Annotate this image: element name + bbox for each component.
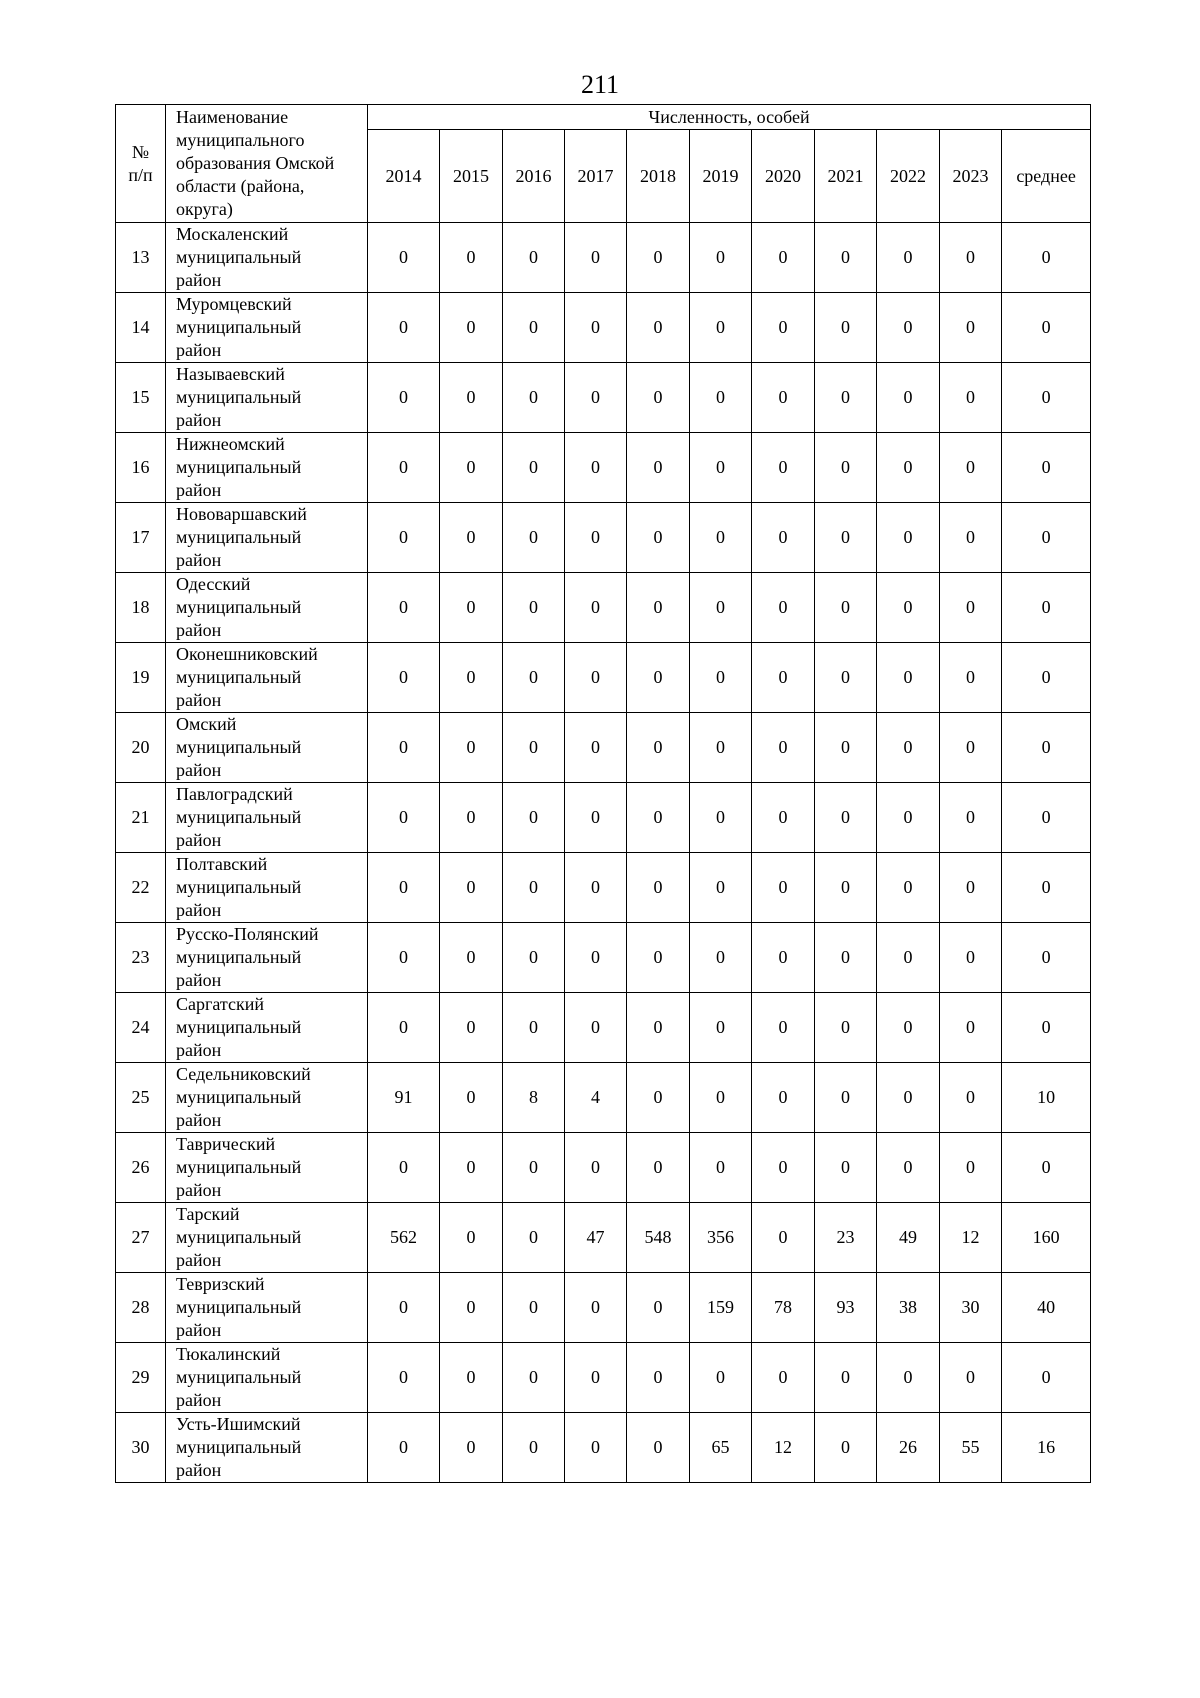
value-cell: 23 (815, 1203, 877, 1273)
value-cell: 0 (1002, 1343, 1091, 1413)
row-number: 26 (116, 1133, 166, 1203)
value-cell: 30 (940, 1273, 1002, 1343)
district-name: Одесский муниципальный район (166, 573, 368, 643)
district-name: Называевский муниципальный район (166, 363, 368, 433)
value-cell: 16 (1002, 1413, 1091, 1483)
value-cell: 0 (815, 1133, 877, 1203)
value-cell: 0 (368, 573, 440, 643)
value-cell: 0 (877, 993, 940, 1063)
value-cell: 0 (627, 1133, 690, 1203)
value-cell: 0 (368, 713, 440, 783)
value-cell: 0 (940, 993, 1002, 1063)
value-cell: 65 (690, 1413, 752, 1483)
value-cell: 0 (877, 573, 940, 643)
header-col-2014: 2014 (368, 130, 440, 223)
value-cell: 0 (503, 643, 565, 713)
value-cell: 0 (565, 783, 627, 853)
district-name: Павлоградский муниципальный район (166, 783, 368, 853)
value-cell: 0 (440, 1273, 503, 1343)
value-cell: 0 (877, 1063, 940, 1133)
value-cell: 0 (1002, 1133, 1091, 1203)
value-cell: 47 (565, 1203, 627, 1273)
table-row (116, 433, 1091, 503)
value-cell: 0 (368, 1413, 440, 1483)
value-cell: 0 (815, 223, 877, 293)
district-name: Тюкалинский муниципальный район (166, 1343, 368, 1413)
value-cell: 93 (815, 1273, 877, 1343)
row-number: 28 (116, 1273, 166, 1343)
value-cell: 0 (752, 853, 815, 923)
value-cell: 4 (565, 1063, 627, 1133)
value-cell: 0 (503, 1413, 565, 1483)
value-cell: 0 (877, 1133, 940, 1203)
header-col-2015: 2015 (440, 130, 503, 223)
row-number: 14 (116, 293, 166, 363)
table-row (116, 293, 1091, 363)
value-cell: 0 (565, 293, 627, 363)
value-cell: 0 (440, 783, 503, 853)
value-cell: 0 (565, 503, 627, 573)
value-cell: 0 (940, 293, 1002, 363)
value-cell: 0 (440, 1203, 503, 1273)
value-cell: 0 (752, 223, 815, 293)
value-cell: 0 (440, 643, 503, 713)
value-cell: 0 (815, 993, 877, 1063)
table-row (116, 713, 1091, 783)
value-cell: 0 (565, 713, 627, 783)
value-cell: 0 (752, 713, 815, 783)
value-cell: 0 (815, 1413, 877, 1483)
row-number: 30 (116, 1413, 166, 1483)
value-cell: 0 (1002, 923, 1091, 993)
district-name: Оконешниковский муниципальный район (166, 643, 368, 713)
value-cell: 0 (877, 923, 940, 993)
table-row (116, 1413, 1091, 1483)
value-cell: 0 (368, 293, 440, 363)
value-cell: 562 (368, 1203, 440, 1273)
value-cell: 0 (877, 853, 940, 923)
value-cell: 0 (940, 223, 1002, 293)
row-number: 29 (116, 1343, 166, 1413)
value-cell: 0 (1002, 783, 1091, 853)
table-row (116, 1343, 1091, 1413)
value-cell: 0 (627, 1273, 690, 1343)
value-cell: 0 (1002, 643, 1091, 713)
district-name: Усть-Ишимский муниципальный район (166, 1413, 368, 1483)
value-cell: 0 (752, 293, 815, 363)
value-cell: 0 (440, 993, 503, 1063)
value-cell: 0 (565, 1413, 627, 1483)
value-cell: 0 (752, 923, 815, 993)
value-cell: 0 (368, 643, 440, 713)
row-number: 20 (116, 713, 166, 783)
district-name: Русско-Полянский муниципальный район (166, 923, 368, 993)
value-cell: 0 (368, 503, 440, 573)
value-cell: 0 (940, 643, 1002, 713)
value-cell: 0 (503, 853, 565, 923)
header-col-2018: 2018 (627, 130, 690, 223)
value-cell: 0 (368, 993, 440, 1063)
value-cell: 0 (815, 573, 877, 643)
row-number: 24 (116, 993, 166, 1063)
value-cell: 26 (877, 1413, 940, 1483)
row-number: 17 (116, 503, 166, 573)
value-cell: 0 (815, 853, 877, 923)
value-cell: 0 (503, 433, 565, 503)
value-cell: 0 (368, 923, 440, 993)
district-name: Саргатский муниципальный район (166, 993, 368, 1063)
value-cell: 8 (503, 1063, 565, 1133)
value-cell: 0 (1002, 433, 1091, 503)
value-cell: 0 (690, 853, 752, 923)
value-cell: 12 (940, 1203, 1002, 1273)
value-cell: 0 (368, 783, 440, 853)
value-cell: 0 (503, 503, 565, 573)
value-cell: 0 (503, 1133, 565, 1203)
value-cell: 0 (690, 433, 752, 503)
value-cell: 0 (440, 433, 503, 503)
value-cell: 0 (627, 923, 690, 993)
district-name: Таврический муниципальный район (166, 1133, 368, 1203)
table-row (116, 643, 1091, 713)
district-name: Муромцевский муниципальный район (166, 293, 368, 363)
value-cell: 0 (503, 713, 565, 783)
value-cell: 0 (627, 433, 690, 503)
value-cell: 10 (1002, 1063, 1091, 1133)
value-cell: 0 (815, 503, 877, 573)
value-cell: 38 (877, 1273, 940, 1343)
value-cell: 0 (690, 1343, 752, 1413)
value-cell: 0 (565, 1133, 627, 1203)
value-cell: 78 (752, 1273, 815, 1343)
value-cell: 0 (1002, 363, 1091, 433)
row-number: 21 (116, 783, 166, 853)
value-cell: 0 (627, 783, 690, 853)
value-cell: 0 (503, 993, 565, 1063)
district-name: Омский муниципальный район (166, 713, 368, 783)
value-cell: 0 (752, 783, 815, 853)
table-row (116, 363, 1091, 433)
value-cell: 0 (690, 1063, 752, 1133)
table-row (116, 853, 1091, 923)
value-cell: 0 (440, 293, 503, 363)
value-cell: 356 (690, 1203, 752, 1273)
value-cell: 0 (440, 853, 503, 923)
value-cell: 0 (752, 993, 815, 1063)
value-cell: 0 (877, 503, 940, 573)
value-cell: 0 (752, 1203, 815, 1273)
value-cell: 0 (565, 1273, 627, 1343)
value-cell: 0 (440, 573, 503, 643)
value-cell: 0 (440, 1063, 503, 1133)
value-cell: 0 (503, 1273, 565, 1343)
value-cell: 0 (503, 1203, 565, 1273)
value-cell: 0 (752, 433, 815, 503)
header-col-2022: 2022 (877, 130, 940, 223)
value-cell: 0 (1002, 853, 1091, 923)
table-row (116, 1133, 1091, 1203)
population-table (115, 104, 1091, 1483)
value-cell: 0 (690, 643, 752, 713)
row-number: 27 (116, 1203, 166, 1273)
page-number: 211 (580, 70, 620, 99)
value-cell: 0 (752, 1133, 815, 1203)
value-cell: 0 (690, 1133, 752, 1203)
value-cell: 0 (565, 993, 627, 1063)
value-cell: 0 (877, 363, 940, 433)
header-col-2020: 2020 (752, 130, 815, 223)
value-cell: 159 (690, 1273, 752, 1343)
value-cell: 0 (940, 1133, 1002, 1203)
value-cell: 0 (440, 923, 503, 993)
value-cell: 0 (877, 643, 940, 713)
row-number: 25 (116, 1063, 166, 1133)
value-cell: 0 (440, 503, 503, 573)
value-cell: 0 (877, 1343, 940, 1413)
value-cell: 0 (440, 713, 503, 783)
district-name: Тевризский муниципальный район (166, 1273, 368, 1343)
value-cell: 0 (690, 993, 752, 1063)
value-cell: 160 (1002, 1203, 1091, 1273)
value-cell: 0 (565, 223, 627, 293)
value-cell: 0 (565, 1343, 627, 1413)
value-cell: 0 (940, 783, 1002, 853)
header-col-average: среднее (1002, 130, 1091, 223)
header-col-2023: 2023 (940, 130, 1002, 223)
value-cell: 0 (1002, 573, 1091, 643)
value-cell: 0 (565, 643, 627, 713)
value-cell: 0 (503, 363, 565, 433)
value-cell: 0 (940, 853, 1002, 923)
value-cell: 0 (440, 223, 503, 293)
header-name: Наименование муниципального образования Омской области (района, округа) (166, 105, 368, 223)
value-cell: 0 (940, 923, 1002, 993)
district-name: Нижнеомский муниципальный район (166, 433, 368, 503)
table-row (116, 923, 1091, 993)
value-cell: 0 (503, 223, 565, 293)
value-cell: 0 (565, 573, 627, 643)
value-cell: 548 (627, 1203, 690, 1273)
header-col-2017: 2017 (565, 130, 627, 223)
value-cell: 0 (440, 1343, 503, 1413)
value-cell: 0 (440, 1413, 503, 1483)
value-cell: 0 (752, 363, 815, 433)
table-row (116, 783, 1091, 853)
value-cell: 0 (815, 1063, 877, 1133)
value-cell: 0 (815, 713, 877, 783)
row-number: 18 (116, 573, 166, 643)
value-cell: 0 (752, 1343, 815, 1413)
value-cell: 0 (940, 573, 1002, 643)
row-number: 23 (116, 923, 166, 993)
value-cell: 0 (503, 1343, 565, 1413)
value-cell: 0 (627, 1343, 690, 1413)
value-cell: 0 (627, 363, 690, 433)
value-cell: 0 (565, 853, 627, 923)
value-cell: 0 (877, 293, 940, 363)
value-cell: 0 (690, 783, 752, 853)
row-number: 19 (116, 643, 166, 713)
row-number: 15 (116, 363, 166, 433)
table-row (116, 1063, 1091, 1133)
table-row (116, 573, 1091, 643)
value-cell: 0 (565, 433, 627, 503)
header-num: № п/п (116, 105, 166, 223)
value-cell: 0 (1002, 293, 1091, 363)
value-cell: 0 (627, 1413, 690, 1483)
table-row (116, 1273, 1091, 1343)
value-cell: 0 (690, 923, 752, 993)
value-cell: 0 (368, 1133, 440, 1203)
value-cell: 0 (690, 503, 752, 573)
value-cell: 0 (752, 573, 815, 643)
value-cell: 0 (368, 433, 440, 503)
value-cell: 0 (815, 1343, 877, 1413)
value-cell: 0 (368, 1343, 440, 1413)
value-cell: 0 (815, 293, 877, 363)
header-col-2021: 2021 (815, 130, 877, 223)
value-cell: 0 (1002, 503, 1091, 573)
value-cell: 0 (690, 223, 752, 293)
value-cell: 0 (752, 1063, 815, 1133)
value-cell: 0 (627, 643, 690, 713)
value-cell: 0 (503, 573, 565, 643)
district-name: Тарский муниципальный район (166, 1203, 368, 1273)
value-cell: 0 (1002, 713, 1091, 783)
district-name: Нововаршавский муниципальный район (166, 503, 368, 573)
value-cell: 0 (940, 503, 1002, 573)
value-cell: 0 (627, 223, 690, 293)
value-cell: 0 (877, 713, 940, 783)
value-cell: 0 (940, 1343, 1002, 1413)
value-cell: 12 (752, 1413, 815, 1483)
value-cell: 0 (940, 363, 1002, 433)
district-name: Москаленский муниципальный район (166, 223, 368, 293)
value-cell: 0 (690, 573, 752, 643)
value-cell: 0 (565, 363, 627, 433)
header-col-2019: 2019 (690, 130, 752, 223)
row-number: 16 (116, 433, 166, 503)
row-number: 13 (116, 223, 166, 293)
value-cell: 0 (752, 643, 815, 713)
district-name: Седельниковский муниципальный район (166, 1063, 368, 1133)
value-cell: 0 (565, 923, 627, 993)
value-cell: 0 (940, 1063, 1002, 1133)
table-header (116, 105, 1091, 223)
header-group: Численность, особей (368, 105, 1091, 130)
value-cell: 0 (1002, 993, 1091, 1063)
header-col-2016: 2016 (503, 130, 565, 223)
value-cell: 0 (877, 223, 940, 293)
value-cell: 0 (815, 923, 877, 993)
value-cell: 0 (503, 293, 565, 363)
value-cell: 0 (503, 923, 565, 993)
value-cell: 0 (627, 573, 690, 643)
value-cell: 0 (627, 293, 690, 363)
district-name: Полтавский муниципальный район (166, 853, 368, 923)
value-cell: 0 (627, 713, 690, 783)
value-cell: 0 (815, 363, 877, 433)
value-cell: 0 (503, 783, 565, 853)
value-cell: 0 (815, 433, 877, 503)
value-cell: 0 (368, 1273, 440, 1343)
value-cell: 0 (440, 1133, 503, 1203)
table-row (116, 223, 1091, 293)
value-cell: 0 (877, 783, 940, 853)
value-cell: 0 (1002, 223, 1091, 293)
table-body (116, 223, 1091, 1483)
value-cell: 91 (368, 1063, 440, 1133)
value-cell: 40 (1002, 1273, 1091, 1343)
value-cell: 0 (627, 1063, 690, 1133)
value-cell: 0 (940, 713, 1002, 783)
table-row (116, 1203, 1091, 1273)
value-cell: 0 (690, 293, 752, 363)
value-cell: 55 (940, 1413, 1002, 1483)
value-cell: 0 (815, 783, 877, 853)
value-cell: 0 (368, 363, 440, 433)
row-number: 22 (116, 853, 166, 923)
value-cell: 0 (877, 433, 940, 503)
value-cell: 0 (368, 223, 440, 293)
value-cell: 0 (690, 363, 752, 433)
value-cell: 0 (627, 993, 690, 1063)
value-cell: 49 (877, 1203, 940, 1273)
value-cell: 0 (690, 713, 752, 783)
value-cell: 0 (368, 853, 440, 923)
value-cell: 0 (627, 503, 690, 573)
value-cell: 0 (627, 853, 690, 923)
value-cell: 0 (752, 503, 815, 573)
value-cell: 0 (940, 433, 1002, 503)
value-cell: 0 (440, 363, 503, 433)
table-row (116, 503, 1091, 573)
table-row (116, 993, 1091, 1063)
value-cell: 0 (815, 643, 877, 713)
